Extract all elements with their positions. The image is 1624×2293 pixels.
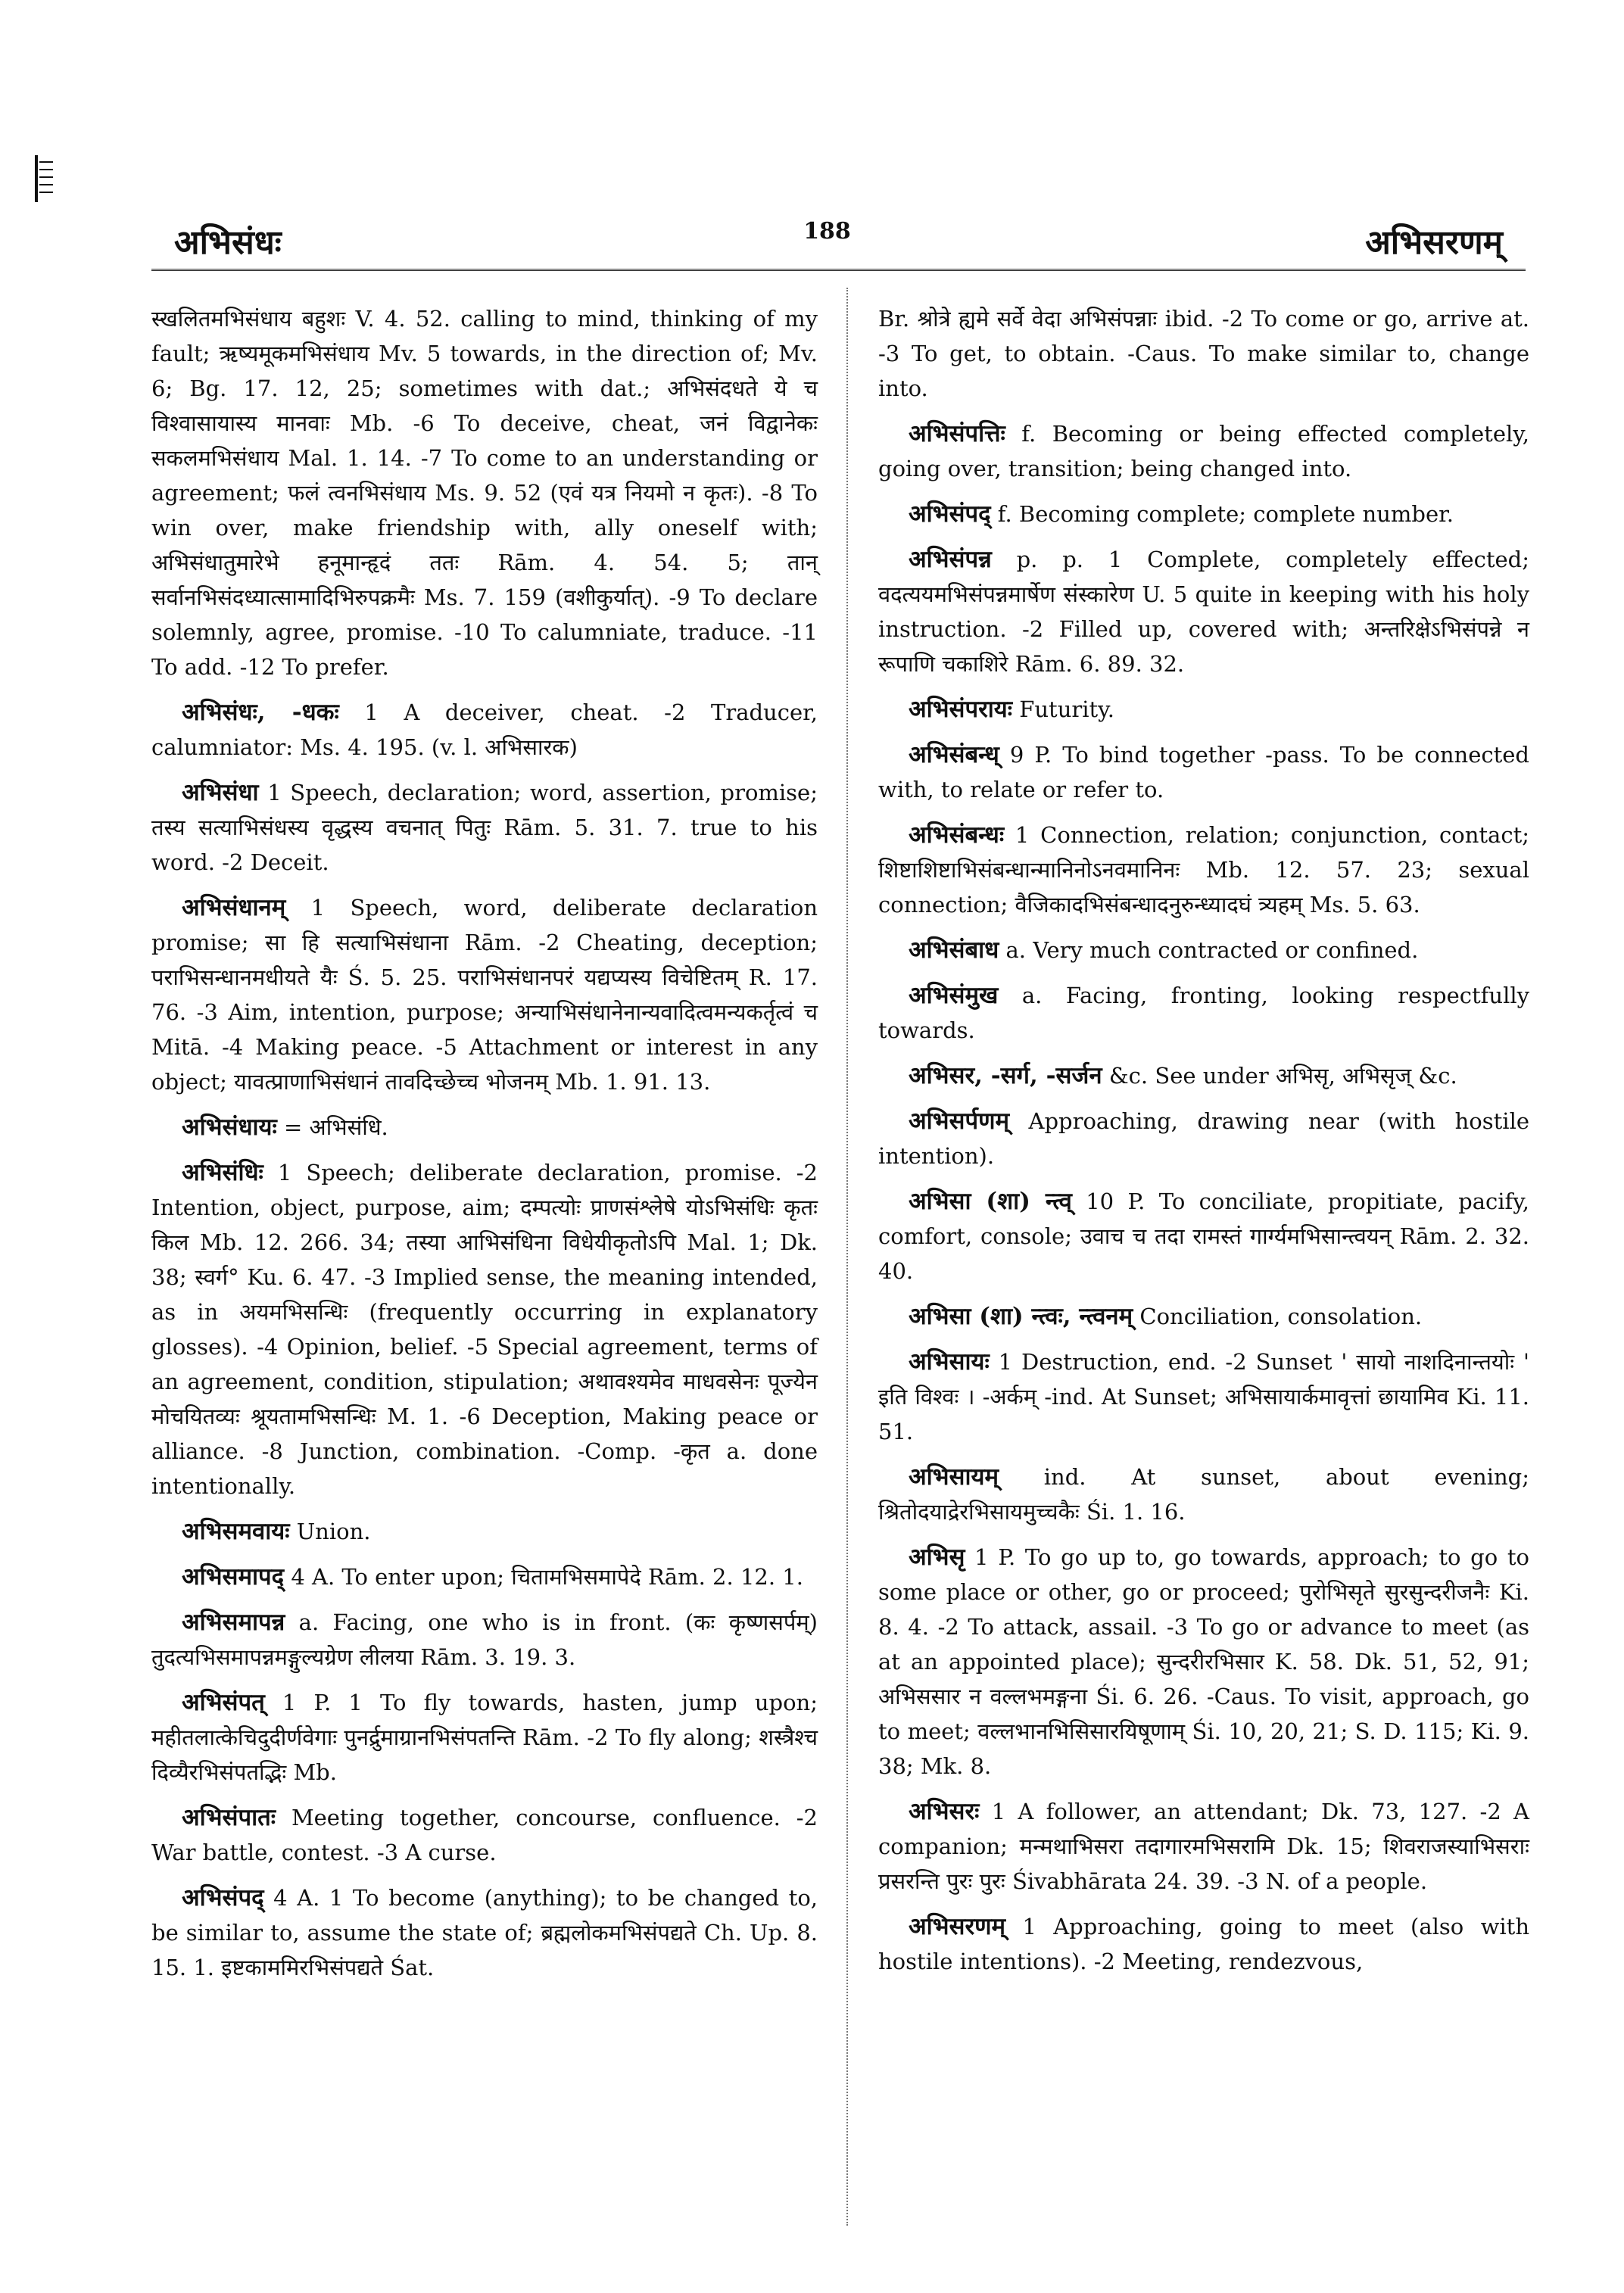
page-number: 188 [803, 218, 851, 245]
dictionary-entry [878, 737, 1529, 807]
entry-text: 1 A deceiver, cheat. -2 Traducer, calumniator: Ms. 4. 195. (v. l. अभिसारक) [151, 699, 818, 760]
entry-headword: अभिसंधा [182, 779, 259, 806]
dictionary-entry [151, 775, 818, 880]
entry-text: a. Facing, fronting, looking respectfully towards. [878, 983, 1530, 1043]
dictionary-entry [878, 497, 1529, 531]
entry-headword: अभिसमापन्न [182, 1609, 285, 1636]
dictionary-entry [151, 1559, 818, 1594]
entry-text: 1 Speech, word, deliberate declaration promise; सा हि सत्याभिसंधाना Rām. -2 Cheating, deception; पराभिसन्धानमधीयते यैः Ś. 5. 25. पराभिसंधानपरं यद्यप्यस्य विचेष्टितम् R. 17. 76. -3 Aim, intention, purpose; अन्याभिसंधानेनान्यवादित्वमन्यकर्तृत्वं च Mitā. -4 Making peace. -5 Attachment or interest in any object; यावत्प्राणाभिसंधानं तावदिच्छेच्च भोजनम् Mb. 1. 91. 13. [151, 895, 818, 1095]
entry-text: p. p. 1 Complete, completely effected; वदत्ययमभिसंपन्नमार्षेण संस्कारेण U. 5 quite in keeping with his holy instruction. -2 Filled up, covered with; अन्तरिक्षेऽभिसंपन्ने न रूपाणि चकाशिरे Rām. 6. 89. 32. [878, 547, 1529, 677]
entry-text: a. Very much contracted or confined. [1005, 937, 1419, 963]
dictionary-entry [878, 1299, 1529, 1334]
entry-text: 1 Speech, declaration; word, assertion, promise; तस्य सत्याभिसंधस्य वृद्धस्य वचनात् पितुः Rām. 5. 31. 7. true to his word. -2 Deceit. [151, 780, 818, 875]
entry-text: Union. [296, 1519, 371, 1544]
dictionary-entry [878, 301, 1529, 406]
entry-headword: अभिसंबन्धः [909, 821, 1005, 849]
entry-text: Approaching, drawing near (with hostile intention). [878, 1108, 1530, 1169]
dictionary-entry [878, 1344, 1529, 1449]
dictionary-entry [878, 542, 1529, 681]
entry-headword: अभिसंमुख [909, 982, 999, 1009]
entry-headword: अभिसायः [909, 1348, 990, 1375]
dictionary-entry [878, 1058, 1529, 1093]
column-divider [846, 288, 848, 2226]
entry-text: 1 Destruction, end. -2 Sunset ' सायो नाशदिनान्तयोः ' इति विश्वः । -अर्कम् -ind. At Sunset; अभिसायार्कमावृत्तां छायामिव Ki. 11. 51. [878, 1349, 1529, 1444]
entry-text: a. Facing, one who is in front. (कः कृष्णसर्पम्) तुदत्यभिसमापन्नमङ्गुल्यग्रेण लीलया Rām. 3. 19. 3. [151, 1609, 818, 1670]
dictionary-entry [151, 695, 818, 765]
entry-headword: अभिसायम् [909, 1463, 999, 1491]
entry-text: Br. श्रोत्रे ह्यमे सर्वे वेदा अभिसंपन्नाः ibid. -2 To come or go, arrive at. -3 To get, to obtain. -Caus. To make similar to, change into. [878, 306, 1529, 401]
entry-text: f. Becoming complete; complete number. [997, 501, 1454, 527]
entry-headword: अभिसंपरायः [909, 696, 1013, 723]
entry-headword: अभिसंबन्ध् [909, 741, 999, 768]
dictionary-entry [151, 1514, 818, 1549]
entry-text: स्खलितमभिसंधाय बहुशः V. 4. 52. calling to mind, thinking of my fault; ऋष्यमूकमभिसंधाय Mv. 5 towards, in the direction of; Mv. 6; Bg. 17. 12, 25; sometimes with dat.; अभिसंदधते ये च विश्वासायास्य मानवाः Mb. -6 To deceive, cheat, जनं विद्वानेकः सकलमभिसंधाय Mal. 1. 14. -7 To come to an understanding or agreement; फलं त्वनभिसंधाय Ms. 9. 52 (एवं यत्र नियमो न कृतः). -8 To win over, make friendship with, ally oneself with; अभिसंधातुमारेभे हनूमान्हृदं ततः Rām. 4. 54. 5; तान् सर्वानभिसंदध्यात्सामादिभिरुपक्रमैः Ms. 7. 159 (वशीकुर्यात्). -9 To declare solemnly, agree, promise. -10 To calumniate, traduce. -11 To add. -12 To prefer. [151, 306, 818, 680]
entry-text: 1 Approaching, going to meet (also with hostile intentions). -2 Meeting, rendezvous, [878, 1914, 1530, 1974]
entry-headword: अभिसर्पणम् [909, 1108, 1010, 1135]
entry-text: 9 P. To bind together -pass. To be connected with, to relate or refer to. [878, 742, 1529, 802]
left-running-headword: अभिसंधः [174, 223, 282, 262]
entry-headword: अभिसंपत्तिः [909, 420, 1005, 447]
entry-text: 1 P. To go up to, go towards, approach; to go to some place or other, go or proceed; पुरोभिसृते सुरसुन्दरीजनैः Ki. 8. 4. -2 To attack, assail. -3 To go or advance to meet (as at an appointed place); सुन्दरीरभिसार K. 58. Dk. 51, 52, 91; अभिससार न वल्लभमङ्गना Śi. 6. 26. -Caus. To visit, approach, go to meet; वल्लभानभिसिसारयिषूणाम् Śi. 10, 20, 21; S. D. 115; Ki. 9. 38; Mk. 8. [878, 1544, 1529, 1779]
dictionary-entry [151, 1110, 818, 1145]
entry-text: 4 A. To enter upon; चितामभिसमापेदे Rām. 2. 12. 1. [291, 1564, 803, 1590]
entry-headword: अभिसृ [909, 1544, 965, 1571]
entry-text: &c. See under अभिसृ, अभिसृज् &c. [1108, 1063, 1457, 1089]
entry-headword: अभिसंपत् [182, 1689, 265, 1716]
dictionary-entry [878, 933, 1529, 967]
dictionary-entry [878, 978, 1529, 1048]
entry-text: Meeting together, concourse, confluence. -2 War battle, contest. -3 A curse. [151, 1805, 818, 1865]
page-header [151, 204, 1503, 265]
entry-headword: अभिसंपद् [182, 1884, 264, 1911]
dictionary-entry [151, 890, 818, 1099]
entry-text: ind. At sunset, about evening; श्रितोदयाद्रेरभिसायमुच्चकैः Śi. 1. 16. [878, 1464, 1530, 1525]
right-running-headword: अभिसरणम् [1365, 223, 1503, 262]
entry-headword: अभिसंपातः [182, 1804, 276, 1831]
entry-headword: अभिसा (शा) न्त्व् [909, 1188, 1072, 1215]
dictionary-entry [878, 818, 1529, 922]
dictionary-entry [151, 1685, 818, 1790]
entry-text: 1 P. 1 To fly towards, hasten, jump upon; महीतलात्केचिदुदीर्णवेगाः पुनर्द्रुमाग्रानभिसंपतन्ति Rām. -2 To fly along; शस्त्रैश्च दिव्यैरभिसंपतद्भिः Mb. [151, 1690, 818, 1785]
dictionary-entry [151, 301, 818, 684]
entry-text: 1 Connection, relation; conjunction, contact; शिष्टाशिष्टाभिसंबन्धान्मानिनोऽनवमानिनः Mb. 12. 57. 23; sexual connection; वैजिकादभिसंबन्धादनुरुन्ध्यादघं त्र्यहम् Ms. 5. 63. [878, 822, 1529, 918]
entry-text: Futurity. [1019, 696, 1114, 722]
dictionary-entry [151, 1605, 818, 1675]
entry-text: 4 A. 1 To become (anything); to be changed to, be similar to, assume the state of; ब्रह्मलोकमभिसंपद्यते Ch. Up. 8. 15. 1. इष्टकाममिरभिसंपद्यते Śat. [151, 1885, 818, 1980]
entry-text: 1 A follower, an attendant; Dk. 73, 127. -2 A companion; मन्मथाभिसरा तदागारमभिसरामि Dk. 15; शिवराजस्याभिसराः प्रसरन्ति पुरः पुरः Śivabhārata 24. 39. -3 N. of a people. [878, 1799, 1530, 1894]
entry-headword: अभिसंबाध [909, 936, 999, 964]
entry-headword: अभिसंपन्न [909, 546, 992, 573]
dictionary-entry [151, 1800, 818, 1870]
entry-text: f. Becoming or being effected completely, going over, transition; being changed into. [878, 421, 1530, 481]
entry-headword: अभिसरः [909, 1798, 980, 1825]
entry-headword: अभिसंधानम् [182, 894, 286, 921]
dictionary-entry [878, 1540, 1529, 1784]
entry-text: 10 P. To conciliate, propitiate, pacify, comfort, console; उवाच च तदा रामस्तं गार्ग्यमभिसान्त्वयन् Rām. 2. 32. 40. [878, 1189, 1529, 1284]
dictionary-entry [878, 416, 1529, 486]
dictionary-entry [878, 1184, 1529, 1288]
dictionary-entry [878, 1909, 1529, 1979]
entry-headword: अभिसंपद् [909, 500, 991, 528]
entry-headword: अभिसंधः, -धकः [182, 699, 339, 726]
entry-headword: अभिसमापद् [182, 1563, 285, 1590]
entry-headword: अभिसा (शा) न्त्वः, न्त्वनम् [909, 1303, 1133, 1330]
entry-headword: अभिसंधिः [182, 1159, 263, 1186]
right-column [878, 301, 1529, 1989]
dictionary-entry [878, 692, 1529, 727]
dictionary-entry [151, 1155, 818, 1503]
entry-headword: अभिसमवायः [182, 1518, 290, 1545]
entry-headword: अभिसरणम् [909, 1913, 1006, 1940]
left-column [151, 301, 818, 1995]
entry-text: 1 Speech; deliberate declaration, promise. -2 Intention, object, purpose, aim; दम्पत्योः प्राणसंश्लेषे योऽभिसंधिः कृतः किल Mb. 12. 266. 34; तस्या आभिसंधिना विधेयीकृतोऽपि Mal. 1; Dk. 38; स्वर्ग° Ku. 6. 47. -3 Implied sense, the meaning intended, as in अयमभिसन्धिः (frequently occurring in explanatory glosses). -4 Opinion, belief. -5 Special agreement, terms of an agreement, condition, stipulation; अथावश्यमेव माधवसेनः पूज्येन मोचयितव्यः श्रूयतामभिसन्धिः M. 1. -6 Deception, Making peace or alliance. -8 Junction, combination. -Comp. -कृत a. done intentionally. [151, 1160, 818, 1499]
entry-text: = अभिसंधि. [284, 1114, 388, 1140]
entry-headword: अभिसर, -सर्ग, -सर्जन [909, 1062, 1102, 1089]
entry-text: Conciliation, consolation. [1139, 1304, 1423, 1329]
dictionary-entry [878, 1794, 1529, 1899]
dictionary-entry [878, 1104, 1529, 1173]
dictionary-entry [878, 1460, 1529, 1529]
scan-edge-mark [35, 155, 53, 202]
dictionary-entry [151, 1880, 818, 1985]
entry-headword: अभिसंधायः [182, 1114, 277, 1141]
header-rule [151, 269, 1526, 271]
